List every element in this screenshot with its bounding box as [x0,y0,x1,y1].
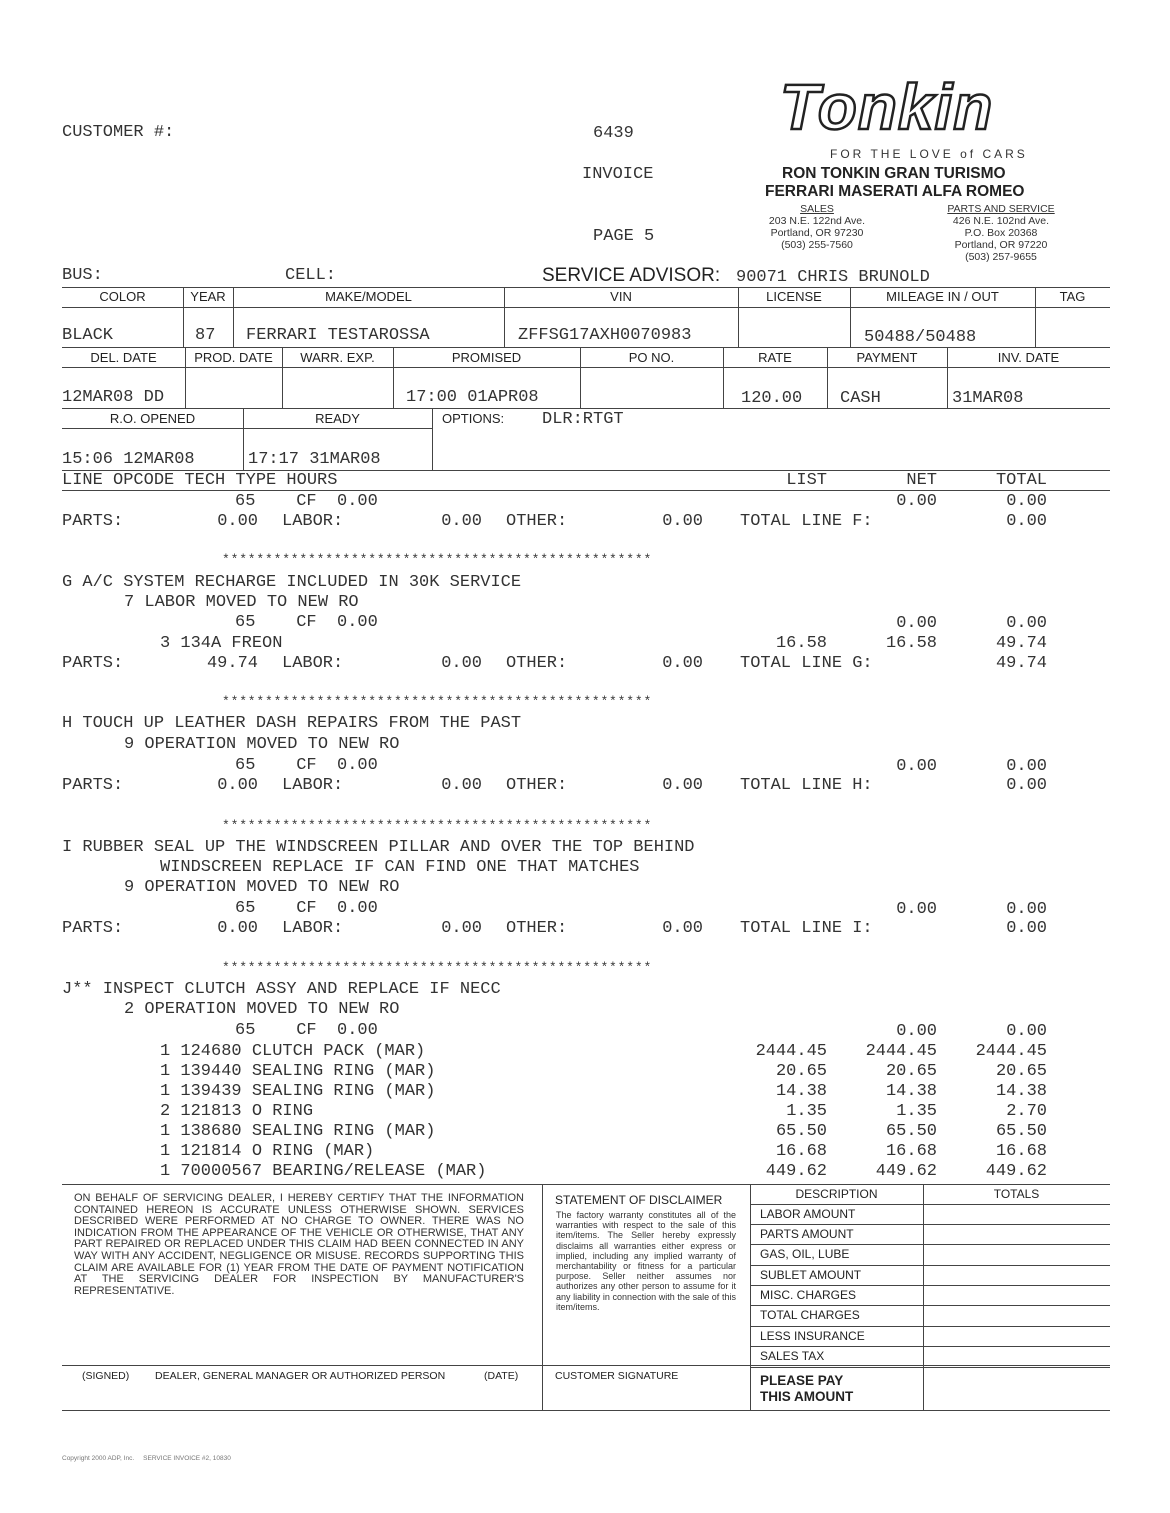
table-row [0,1042,1170,1062]
line-f-total: 0.00 [1006,512,1047,531]
col-color-header: COLOR [99,289,146,304]
line-f-other-label: OTHER: [506,512,568,531]
line-g-note: 7 LABOR MOVED TO NEW RO [124,593,359,612]
ready-header: READY [315,411,360,426]
line-h-labor: 0.00 [441,776,482,795]
part-total: 449.62 [985,1162,1047,1181]
part-total: 65.50 [995,1122,1047,1141]
line-g-part-total: 49.74 [995,634,1047,653]
misc-charges-label: MISC. CHARGES [760,1288,857,1302]
line-f-parts-label: PARTS: [62,512,124,531]
part-desc: 1 70000567 BEARING/RELEASE (MAR) [160,1162,487,1181]
col-po-header: PO NO. [628,350,675,365]
parts-address-2: P.O. Box 20368 [964,227,1038,239]
line-i-title-2: WINDSCREEN REPLACE IF CAN FIND ONE THAT MATCHES [160,858,640,877]
disclaimer-text: The factory warranty constitutes all of the warranties with respect to the sale of this item/items. The Seller hereby expressly disclaims all warranties either express or implied, including any implied warranty of merchantability or fitness for a particular purpose. Seller neither assumes nor authorizes any other person to assume for it any liability in connection with the sale of this item/items. [556,1210,736,1312]
sales-title: SALES [800,203,834,215]
line-f-other: 0.00 [662,512,703,531]
sublet-amount-label: SUBLET AMOUNT [760,1268,862,1282]
promised: 17:00 01APR08 [406,388,539,407]
payment: CASH [840,389,881,408]
part-desc: 1 124680 CLUTCH PACK (MAR) [160,1042,426,1061]
line-h-note: 9 OPERATION MOVED TO NEW RO [124,735,400,754]
line-g-total: 49.74 [995,654,1047,673]
line-i-other: 0.00 [662,919,703,938]
part-net: 16.68 [885,1142,937,1161]
gas-oil-lube-label: GAS, OIL, LUBE [760,1247,850,1261]
dealer-logo: Tonkin [780,71,994,143]
copyright-notice: Copyright 2000 ADP, Inc. SERVICE INVOICE #2, 10830 [62,1455,231,1462]
parts-service-block [930,203,1072,263]
part-total: 2.70 [1006,1102,1047,1121]
date-label: (DATE) [484,1370,519,1382]
sales-block [752,203,882,251]
line-j-title: J** INSPECT CLUTCH ASSY AND REPLACE IF NECC [62,980,501,999]
line-g-tech: 65 CF 0.00 [235,613,378,632]
certification-text: ON BEHALF OF SERVICING DEALER, I HEREBY CERTIFY THAT THE INFORMATION CONTAINED HEREON IS ACCURATE UNLESS OTHERWISE SHOWN. SERVICES DESCRIBED WERE PERFORMED AT NO CHARGE TO OWNER. THERE WAS NO INDICATION FROM THE APPEARANCE OF THE VEHICLE OR OTHERWISE, THAT ANY PART REPAIRED OR REPLACED UNDER THIS CLAIM HAD BEEN CONNECTED IN ANY WAY WITH ANY ACCIDENT, NEGLIGENCE OR MISUSE. RECORDS SUPPORTING THIS CLAIM ARE AVAILABLE FOR (1) YEAR FROM THE DATE OF PAYMENT NOTIFICATION AT THE SERVICING DEALER FOR INSPECTION BY MANUFACTURER'S REPRESENTATIVE. [74,1192,524,1297]
col-license-header: LICENSE [766,289,822,304]
vehicle-make-model: FERRARI TESTAROSSA [246,326,430,345]
separator: ************************************************** [222,960,653,975]
line-g-parts: 49.74 [206,654,258,673]
customer-signature-label: CUSTOMER SIGNATURE [555,1370,679,1382]
line-i-total-label: TOTAL LINE I: [740,919,873,938]
line-f-labor: 0.00 [441,512,482,531]
line-i-parts-label: PARTS: [62,919,124,938]
dealer-signature-label: DEALER, GENERAL MANAGER OR AUTHORIZED PERSON [155,1370,446,1382]
line-g-labor: 0.00 [441,654,482,673]
parts-address-3: Portland, OR 97220 [954,239,1048,251]
dealer-tagline: FOR THE LOVE of CARS [830,147,1028,161]
line-i-tech-total: 0.00 [1006,900,1047,919]
part-desc: 2 121813 O RING [160,1102,314,1121]
separator: ************************************************** [222,818,653,833]
col-net-header: NET [906,471,937,490]
dealer-name-line1: RON TONKIN GRAN TURISMO [782,165,1006,182]
part-net: 1.35 [896,1102,937,1121]
line-j-tech-total: 0.00 [1006,1022,1047,1041]
sales-address-2: Portland, OR 97230 [770,227,864,239]
service-advisor-value: 90071 CHRIS BRUNOLD [736,268,930,287]
part-desc: 1 138680 SEALING RING (MAR) [160,1122,436,1141]
table-row [0,1122,1170,1142]
parts-amount-label: PARTS AMOUNT [760,1227,854,1241]
line-g-parts-label: PARTS: [62,654,124,673]
service-advisor-label: SERVICE ADVISOR: [542,265,721,286]
invoice-label: INVOICE [582,165,654,184]
col-tag-header: TAG [1059,289,1086,304]
del-date: 12MAR08 DD [62,388,165,407]
sales-address-3: (503) 255-7560 [781,239,853,251]
line-h-parts-label: PARTS: [62,776,124,795]
part-list: 20.65 [775,1062,827,1081]
less-insurance-label: LESS INSURANCE [760,1329,865,1343]
table-row [0,1162,1170,1182]
parts-address-1: 426 N.E. 102nd Ave. [952,215,1050,227]
col-make-header: MAKE/MODEL [325,289,412,304]
vehicle-color: BLACK [62,326,114,345]
disclaimer-title: STATEMENT OF DISCLAIMER [555,1193,723,1207]
col-del-date-header: DEL. DATE [90,350,157,365]
vehicle-vin: ZFFSG17AXH0070983 [518,326,692,345]
part-list: 449.62 [765,1162,827,1181]
line-j-tech-net: 0.00 [896,1022,937,1041]
sales-address-1: 203 N.E. 122nd Ave. [768,215,866,227]
line-h-tech-net: 0.00 [896,757,937,776]
sales-tax-label: SALES TAX [760,1349,825,1363]
line-h-total: 0.00 [1006,776,1047,795]
ro-opened-header: R.O. OPENED [109,411,196,426]
part-total: 14.38 [995,1082,1047,1101]
signed-label: (SIGNED) [82,1370,130,1382]
options-label: OPTIONS: [442,411,505,426]
col-vin-header: VIN [610,289,632,304]
line-i-parts: 0.00 [217,919,258,938]
part-list: 1.35 [786,1102,827,1121]
please-pay-line1: PLEASE PAY [760,1373,844,1388]
line-f-tech-net: 0.00 [896,492,937,511]
line-f-parts: 0.00 [217,512,258,531]
line-g-title: G A/C SYSTEM RECHARGE INCLUDED IN 30K SERVICE [62,573,522,592]
col-year-header: YEAR [190,289,226,304]
col-prod-date-header: PROD. DATE [194,350,273,365]
invoice-number: 6439 [593,124,634,143]
line-h-title: H TOUCH UP LEATHER DASH REPAIRS FROM THE PAST [62,714,522,733]
line-g-other: 0.00 [662,654,703,673]
please-pay-line2: THIS AMOUNT [760,1389,854,1404]
part-total: 16.68 [995,1142,1047,1161]
line-i-title: I RUBBER SEAL UP THE WINDSCREEN PILLAR AND OVER THE TOP BEHIND [62,838,695,857]
totals-totals-header: TOTALS [993,1187,1040,1201]
part-desc: 1 121814 O RING (MAR) [160,1142,375,1161]
line-h-parts: 0.00 [217,776,258,795]
col-line-opcode-header: LINE OPCODE TECH TYPE HOURS [62,471,338,490]
rate: 120.00 [741,389,803,408]
line-h-other: 0.00 [662,776,703,795]
line-g-tech-net: 0.00 [896,614,937,633]
line-g-part-net: 16.58 [885,634,937,653]
line-h-labor-label: LABOR: [282,776,344,795]
parts-address-4: (503) 257-9655 [965,251,1037,263]
table-row [0,1142,1170,1162]
separator: ************************************************** [222,694,653,709]
inv-date: 31MAR08 [952,389,1024,408]
bus-label: BUS: [62,266,103,285]
total-charges-label: TOTAL CHARGES [760,1308,860,1322]
part-net: 20.65 [885,1062,937,1081]
labor-amount-label: LABOR AMOUNT [760,1207,856,1221]
col-list-header: LIST [786,471,827,490]
vehicle-year: 87 [195,326,216,345]
line-i-note: 9 OPERATION MOVED TO NEW RO [124,878,400,897]
col-payment-header: PAYMENT [856,350,918,365]
col-mileage-header: MILEAGE IN / OUT [886,289,999,304]
part-net: 65.50 [885,1122,937,1141]
line-i-total: 0.00 [1006,919,1047,938]
separator: ************************************************** [222,552,653,567]
line-g-total-label: TOTAL LINE G: [740,654,873,673]
table-row [0,1062,1170,1082]
col-promised-header: PROMISED [451,350,522,365]
col-warr-exp-header: WARR. EXP. [300,350,375,365]
part-net: 2444.45 [865,1042,937,1061]
line-g-labor-label: LABOR: [282,654,344,673]
line-j-parts-list [0,1042,1170,1182]
table-row [0,1102,1170,1122]
part-net: 449.62 [875,1162,937,1181]
dealer-name-line2: FERRARI MASERATI ALFA ROMEO [765,183,1025,200]
line-g-other-label: OTHER: [506,654,568,673]
line-h-tech-total: 0.00 [1006,757,1047,776]
parts-title: PARTS AND SERVICE [947,203,1055,215]
col-total-header: TOTAL [995,471,1047,490]
ro-opened-value: 15:06 12MAR08 [62,450,195,469]
line-f-total-label: TOTAL LINE F: [740,512,873,531]
line-g-tech-total: 0.00 [1006,614,1047,633]
line-j-tech: 65 CF 0.00 [235,1021,378,1040]
line-h-other-label: OTHER: [506,776,568,795]
part-list: 65.50 [775,1122,827,1141]
please-pay-label [760,1373,853,1405]
cell-label: CELL: [285,266,337,285]
part-list: 16.68 [775,1142,827,1161]
part-net: 14.38 [885,1082,937,1101]
part-list: 2444.45 [755,1042,827,1061]
vehicle-mileage: 50488/50488 [864,328,977,347]
page-label: PAGE 5 [593,227,655,246]
totals-description-header: DESCRIPTION [795,1187,878,1201]
line-f-tech-total: 0.00 [1006,492,1047,511]
col-rate-header: RATE [758,350,792,365]
part-total: 20.65 [995,1062,1047,1081]
line-g-part-desc: 3 134A FREON [160,634,283,653]
line-f-tech: 65 CF 0.00 [235,492,378,511]
part-desc: 1 139439 SEALING RING (MAR) [160,1082,436,1101]
part-total: 2444.45 [975,1042,1047,1061]
table-row [0,1082,1170,1102]
customer-label: CUSTOMER #: [62,123,175,142]
line-i-tech: 65 CF 0.00 [235,899,378,918]
line-f-labor-label: LABOR: [282,512,344,531]
line-g-part-list: 16.58 [775,634,827,653]
part-desc: 1 139440 SEALING RING (MAR) [160,1062,436,1081]
line-i-labor-label: LABOR: [282,919,344,938]
line-i-labor: 0.00 [441,919,482,938]
line-i-other-label: OTHER: [506,919,568,938]
line-h-tech: 65 CF 0.00 [235,756,378,775]
line-j-note: 2 OPERATION MOVED TO NEW RO [124,1000,400,1019]
line-i-tech-net: 0.00 [896,900,937,919]
col-inv-date-header: INV. DATE [997,350,1060,365]
ready-value: 17:17 31MAR08 [248,450,381,469]
part-list: 14.38 [775,1082,827,1101]
line-h-total-label: TOTAL LINE H: [740,776,873,795]
options-value: DLR:RTGT [542,410,624,429]
